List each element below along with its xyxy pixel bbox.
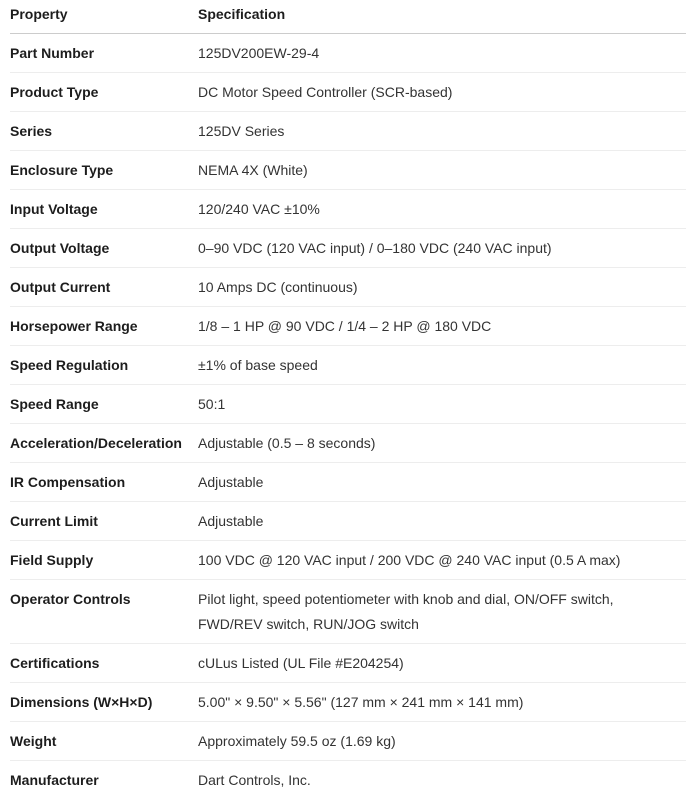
specification-cell: cULus Listed (UL File #E204254) — [198, 644, 686, 683]
property-cell: IR Compensation — [10, 463, 198, 502]
table-row — [10, 307, 686, 346]
property-cell: Input Voltage — [10, 190, 198, 229]
table-row — [10, 761, 686, 800]
property-cell: Part Number — [10, 34, 198, 73]
specification-cell: 125DV Series — [198, 112, 686, 151]
property-cell: Manufacturer — [10, 772, 99, 788]
table-row — [10, 502, 686, 541]
table-row — [10, 580, 686, 644]
specification-cell: 100 VDC @ 120 VAC input / 200 VDC @ 240 VAC input (0.5 A max) — [198, 541, 686, 580]
table-body — [10, 34, 686, 800]
table-row — [10, 346, 686, 385]
specification-cell: 125DV200EW-29-4 — [198, 34, 686, 73]
property-cell: Field Supply — [10, 541, 198, 580]
property-cell: Current Limit — [10, 502, 198, 541]
specification-cell: ±1% of base speed — [198, 346, 686, 385]
specification-cell: Adjustable — [198, 502, 686, 541]
table-row — [10, 112, 686, 151]
table-row — [10, 385, 686, 424]
table-row — [10, 190, 686, 229]
specification-cell: 120/240 VAC ±10% — [198, 190, 686, 229]
table-row — [10, 424, 686, 463]
table-row — [10, 722, 686, 761]
specification-cell: 0–90 VDC (120 VAC input) / 0–180 VDC (240 VAC input) — [198, 229, 686, 268]
specification-cell: 1/8 – 1 HP @ 90 VDC / 1/4 – 2 HP @ 180 VDC — [198, 307, 686, 346]
table-row — [10, 73, 686, 112]
column-header-property: Property — [10, 0, 198, 34]
property-cell: Horsepower Range — [10, 307, 198, 346]
table-row — [10, 229, 686, 268]
table-row — [10, 268, 686, 307]
property-cell: Dimensions (W×H×D) — [10, 683, 198, 722]
property-cell: Speed Range — [10, 385, 198, 424]
property-cell: Output Current — [10, 268, 198, 307]
specification-cell: Pilot light, speed potentiometer with knob and dial, ON/OFF switch, FWD/REV switch, RUN/JOG switch — [198, 580, 686, 644]
specification-cell: Adjustable (0.5 – 8 seconds) — [198, 424, 686, 463]
table-row — [10, 463, 686, 502]
property-cell: Certifications — [10, 644, 198, 683]
property-cell: Series — [10, 112, 198, 151]
table-row — [10, 34, 686, 73]
specification-cell: NEMA 4X (White) — [198, 151, 686, 190]
specification-table — [10, 0, 686, 799]
table-row — [10, 541, 686, 580]
header-row — [10, 0, 686, 34]
property-cell: Weight — [10, 722, 198, 761]
property-cell: Output Voltage — [10, 229, 198, 268]
table-row — [10, 151, 686, 190]
specification-cell: 5.00" × 9.50" × 5.56" (127 mm × 241 mm × 141 mm) — [198, 683, 686, 722]
property-cell: Speed Regulation — [10, 346, 198, 385]
property-cell: Operator Controls — [10, 580, 198, 644]
specification-cell: 50:1 — [198, 385, 686, 424]
table-row — [10, 644, 686, 683]
specification-cell: 10 Amps DC (continuous) — [198, 268, 686, 307]
specification-cell: Adjustable — [198, 463, 686, 502]
property-cell: Enclosure Type — [10, 151, 198, 190]
property-cell: Acceleration/Deceleration — [10, 424, 198, 463]
table-row — [10, 683, 686, 722]
specification-cell: DC Motor Speed Controller (SCR-based) — [198, 73, 686, 112]
specification-cell: Approximately 59.5 oz (1.69 kg) — [198, 722, 686, 761]
column-header-specification: Specification — [198, 0, 686, 34]
property-cell: Product Type — [10, 73, 198, 112]
specification-cell: Dart Controls, Inc. — [198, 772, 311, 788]
